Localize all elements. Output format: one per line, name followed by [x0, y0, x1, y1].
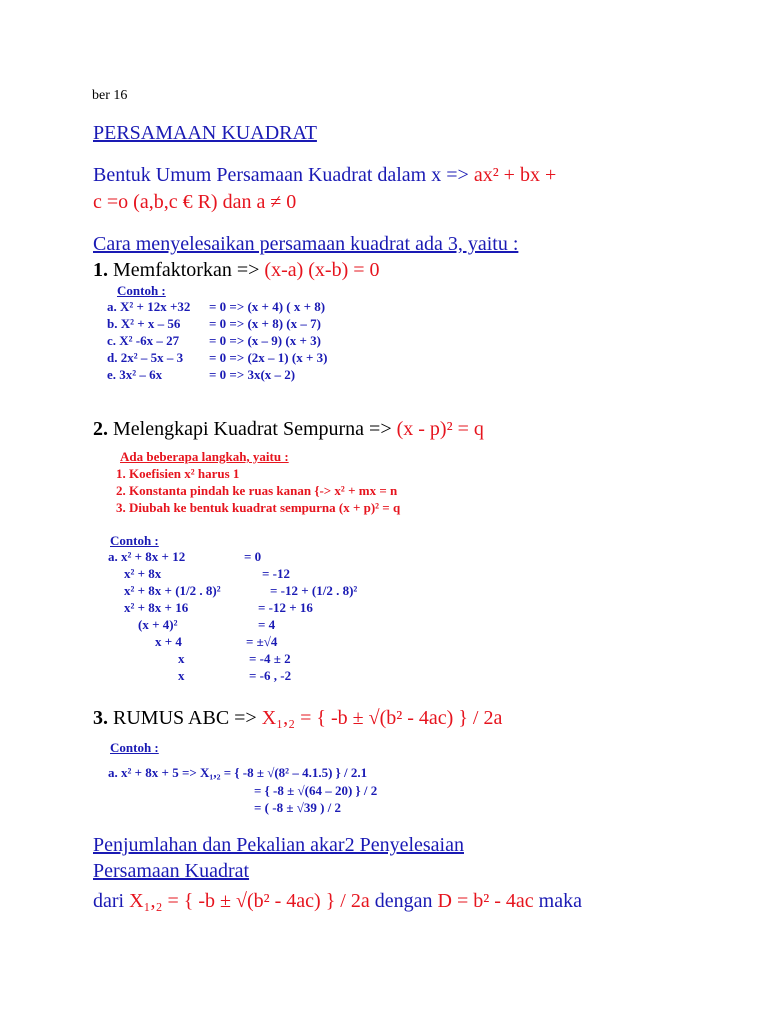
general-form-line1	[93, 164, 556, 187]
method2-step: 3. Diubah ke bentuk kuadrat sempurna (x + p)² = q	[116, 500, 401, 515]
working-left: x² + 8x	[124, 566, 162, 581]
method2-formula: (x - p)² = q	[396, 418, 484, 440]
method1-example-left: c. X² -6x – 27	[107, 333, 180, 348]
general-form-formula: ax² + bx +	[473, 164, 557, 186]
working-right: = -12	[262, 566, 290, 581]
method1-formula: (x-a) (x-b) = 0	[264, 259, 380, 281]
method3-working: = { -8 ± √(64 – 20) } / 2	[254, 783, 378, 798]
working-left: x + 4	[155, 634, 182, 649]
method1-label: Memfaktorkan =>	[113, 259, 260, 281]
sum-product-heading-line2: Persamaan Kuadrat	[93, 860, 250, 882]
method3-working: = ( -8 ± √39 ) / 2	[254, 800, 342, 815]
method1-number: 1.	[93, 259, 108, 281]
method2-title	[93, 418, 484, 441]
general-form-line2: c =o (a,b,c € R) dan a ≠ 0	[93, 191, 297, 213]
working-left: a. x² + 8x + 12	[108, 549, 186, 564]
working-left: x	[178, 651, 185, 666]
method3-example-heading: Contoh :	[110, 740, 159, 755]
header-fragment: ber 16	[92, 88, 128, 103]
working-left: x² + 8x + (1/2 . 8)²	[124, 583, 221, 598]
methods-heading: Cara menyelesaikan persamaan kuadrat ada 3, yaitu :	[93, 233, 519, 255]
method1-example-left: e. 3x² – 6x	[107, 367, 163, 382]
working-right: = -12 + 16	[258, 600, 313, 615]
sum-product-formula: X₁,₂ = { -b ± √(b² - 4ac) } / 2a	[129, 890, 370, 912]
working-right: = 4	[258, 617, 276, 632]
method3-title	[93, 707, 502, 730]
method2-label: Melengkapi Kuadrat Sempurna =>	[113, 418, 392, 440]
method3-number: 3.	[93, 707, 108, 729]
method2-steps-heading: Ada beberapa langkah, yaitu :	[120, 449, 289, 464]
discriminant-formula: D = b² - 4ac	[437, 890, 534, 912]
sum-product-mid: dengan	[374, 890, 433, 912]
working-left: (x + 4)²	[138, 617, 178, 632]
method1-example-left: b. X² + x – 56	[107, 316, 181, 331]
page-title: PERSAMAAN KUADRAT	[93, 122, 317, 144]
working-left: x	[178, 668, 185, 683]
working-right: = ±√4	[246, 634, 278, 649]
method1-example-left: d. 2x² – 5x – 3	[107, 350, 184, 365]
sum-product-tail: maka	[538, 890, 582, 912]
method1-example-right: = 0 => (x + 4) ( x + 8)	[209, 299, 326, 314]
working-left: x² + 8x + 16	[124, 600, 189, 615]
working-right: = -4 ± 2	[249, 651, 291, 666]
sum-product-heading-line1: Penjumlahan dan Pekalian akar2 Penyelesaian	[93, 834, 464, 856]
method2-step: 1. Koefisien x² harus 1	[116, 466, 240, 481]
method2-step: 2. Konstanta pindah ke ruas kanan {-> x² + mx = n	[116, 483, 398, 498]
working-right: = -12 + (1/2 . 8)²	[270, 583, 358, 598]
method2-number: 2.	[93, 418, 108, 440]
method2-example-heading: Contoh :	[110, 533, 159, 548]
method3-label: RUMUS ABC =>	[113, 707, 257, 729]
method1-example-right: = 0 => (x + 8) (x – 7)	[209, 316, 321, 331]
working-right: = -6 , -2	[249, 668, 292, 683]
sum-product-formula-line	[93, 890, 582, 913]
working-right: = 0	[244, 549, 262, 564]
method3-formula: X₁,₂ = { -b ± √(b² - 4ac) } / 2a	[261, 707, 503, 729]
method1-example-right: = 0 => (x – 9) (x + 3)	[209, 333, 321, 348]
general-form-lead: Bentuk Umum Persamaan Kuadrat dalam x =>	[93, 164, 469, 186]
method1-example-left: a. X² + 12x +32	[107, 299, 191, 314]
method1-title	[93, 259, 380, 282]
method1-example-right: = 0 => 3x(x – 2)	[209, 367, 296, 382]
method3-working: a. x² + 8x + 5 => X₁,₂ = { -8 ± √(8² – 4.1.5) } / 2.1	[108, 765, 368, 780]
method1-example-heading: Contoh :	[117, 283, 166, 298]
method1-example-right: = 0 => (2x – 1) (x + 3)	[209, 350, 328, 365]
sum-product-lead: dari	[93, 890, 125, 912]
